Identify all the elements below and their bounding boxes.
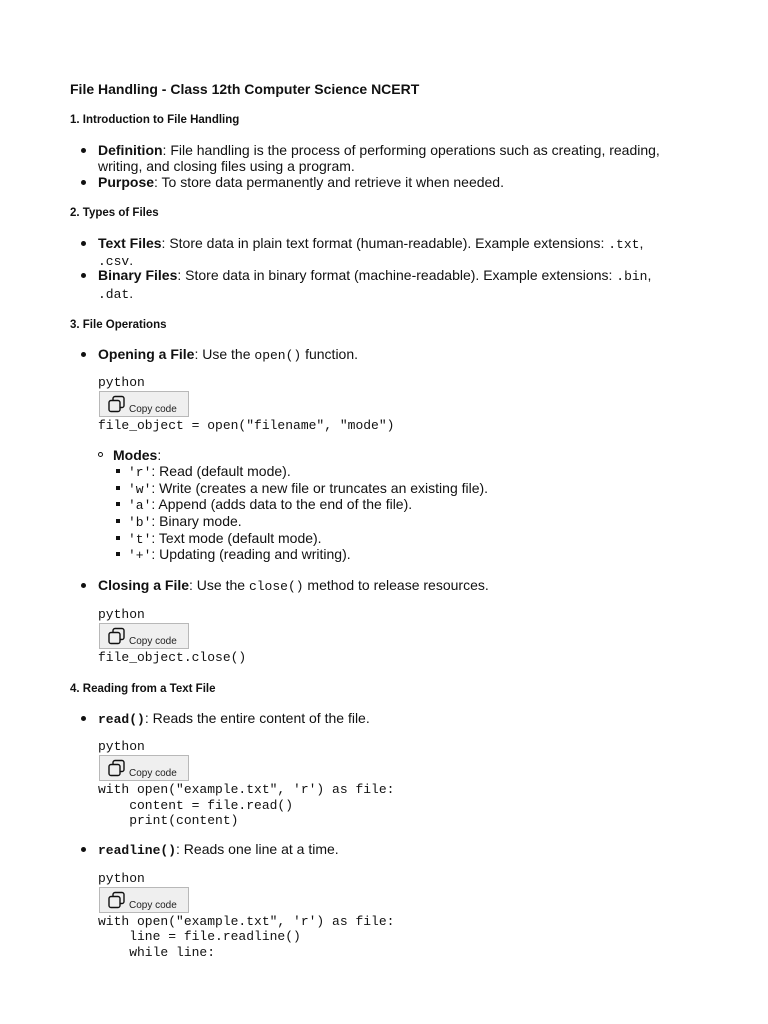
code-line: with open("example.txt", 'r') as file: [98,782,395,797]
modes-label: Modes [113,447,158,463]
copy-icon [107,627,127,645]
section-heading-reading: 4. Reading from a Text File [70,683,216,695]
ext-bin: .bin [616,269,648,284]
readline-text: : Reads one line at a time. [176,841,339,857]
square-bullet [116,502,120,506]
section-heading-types: 2. Types of Files [70,207,159,219]
mode-code: '+' [128,548,152,563]
square-bullet [116,486,120,490]
copy-icon [107,891,127,909]
read-text: : Reads the entire content of the file. [144,710,370,726]
comma: , [647,267,652,283]
code-line: line = file.readline() [98,929,301,944]
list-item-text-files [98,235,643,253]
close-code: close() [248,579,304,594]
binary-files-desc: : Store data in binary format (machine-readable). Example extensions: [177,267,617,283]
mode-text: : Updating (reading and writing). [151,546,351,562]
mode-item [128,463,291,481]
bullet [81,847,86,852]
copy-code-label: Copy code [129,768,177,779]
definition-label: Definition [98,142,163,158]
copy-code-button[interactable] [99,755,189,781]
copy-code-button[interactable] [99,623,189,649]
ext-csv: .csv [98,254,130,269]
code-line: with open("example.txt", 'r') as file: [98,914,395,929]
sub-bullet [98,452,103,457]
readline-code: readline() [98,843,177,858]
list-item-read [98,710,370,728]
copy-code-label: Copy code [129,404,177,415]
opening-text: : Use the [194,346,255,362]
bullet [81,273,86,278]
mode-item [128,546,351,564]
mode-text: : Read (default mode). [151,463,291,479]
section-heading-operations: 3. File Operations [70,319,167,331]
text-files-desc: : Store data in plain text format (human-readable). Example extensions: [161,235,609,251]
mode-text: : Write (creates a new file or truncates an existing file). [151,480,489,496]
colon: : [157,447,162,463]
bullet [81,352,86,357]
list-item-binary-files [98,267,651,285]
list-item-definition [98,142,660,158]
code-language-label: python [98,739,145,754]
code-line: file_object.close() [98,650,247,665]
opening-label: Opening a File [98,346,195,362]
ext-txt: .txt [608,237,640,252]
bullet [81,180,86,185]
list-item-readline [98,841,339,859]
copy-code-label: Copy code [129,636,177,647]
opening-text-end: function. [301,346,359,362]
mode-code: 'a' [128,498,152,513]
copy-code-label: Copy code [129,900,177,911]
comma: , [639,235,644,251]
mode-code: 'b' [128,515,152,530]
mode-text: : Append (adds data to the end of the file). [151,496,413,512]
code-language-label: python [98,871,145,886]
copy-icon [107,395,127,413]
text-files-label: Text Files [98,235,162,251]
closing-label: Closing a File [98,577,190,593]
closing-text: : Use the [189,577,249,593]
purpose-label: Purpose [98,174,155,190]
modes-heading [113,447,161,463]
list-item-closing [98,577,489,595]
mode-text: : Binary mode. [151,513,242,529]
code-line: while line: [98,945,216,960]
mode-code: 'w' [128,482,152,497]
binary-files-label: Binary Files [98,267,178,283]
code-line: print(content) [98,813,239,828]
square-bullet [116,552,120,556]
mode-code: 'r' [128,465,152,480]
ext-dat: .dat [98,287,130,302]
purpose-text: : To store data permanently and retrieve it when needed. [154,174,504,190]
mode-code: 't' [128,532,152,547]
bullet [81,148,86,153]
code-language-label: python [98,375,145,390]
list-item-purpose [98,174,504,190]
bullet [81,241,86,246]
mode-item [128,513,242,531]
copy-code-button[interactable] [99,391,189,417]
code-language-label: python [98,607,145,622]
square-bullet [116,519,120,523]
square-bullet [116,536,120,540]
copy-code-button[interactable] [99,887,189,913]
code-line: file_object = open("filename", "mode") [98,418,395,433]
binary-files-cont [98,285,133,303]
read-code: read() [98,712,145,727]
section-heading-intro: 1. Introduction to File Handling [70,114,240,126]
closing-text-end: method to release resources. [303,577,489,593]
copy-icon [107,759,127,777]
open-code: open() [254,348,302,363]
bullet [81,583,86,588]
definition-text: : File handling is the process of performing operations such as creating, reading, [162,142,660,158]
mode-text: : Text mode (default mode). [151,530,322,546]
page-title: File Handling - Class 12th Computer Science NCERT [70,81,420,97]
code-line: content = file.read() [98,798,294,813]
period: . [129,285,134,301]
definition-text-cont: writing, and closing files using a program. [98,158,355,174]
square-bullet [116,469,120,473]
bullet [81,716,86,721]
period: . [129,252,134,268]
list-item-opening [98,346,358,364]
mode-item [128,496,412,514]
